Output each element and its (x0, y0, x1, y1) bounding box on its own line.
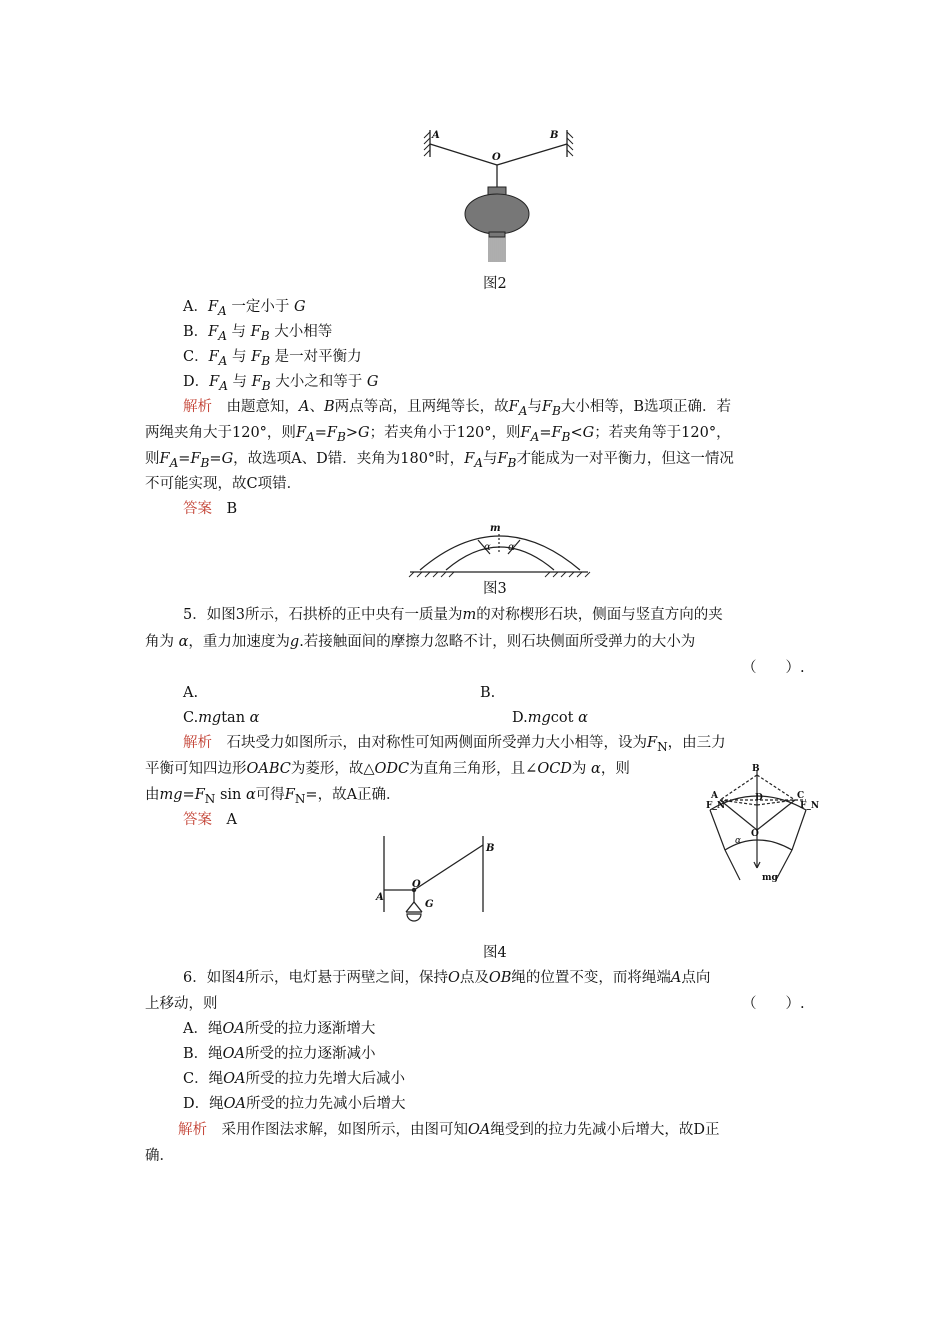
q6-answer-blank: （ ）. (742, 996, 805, 1012)
q4-analysis-line4: 不可能实现，故C项错． (145, 476, 302, 492)
force-label-mg: mg (762, 873, 778, 883)
q6-option-d: D．绳OA所受的拉力先减小后增大 (183, 1096, 406, 1112)
fig2-label-A: A (432, 130, 440, 141)
q6-option-b: B．绳OA所受的拉力逐渐减小 (183, 1046, 376, 1062)
q4-analysis-line3: 则$F_A=F_B=G$，故选项A、D错．夹角为180°时，$F_A$与$F_B$才能成为一对平衡力，但这一情况 (145, 451, 734, 470)
q5-option-d: D.mgcot α (512, 710, 588, 726)
q4-option-a: A．$F_A$ 一定小于 G (183, 299, 306, 318)
q6-option-c: C．绳OA所受的拉力先增大后减小 (183, 1071, 405, 1087)
q4-analysis-line1: 解析 由题意知，A、B两点等高，且两绳等长，故$F_A$与$F_B$大小相等，B选项正确．若 (183, 399, 732, 418)
q5-analysis-line3: 由$mg=F_N$ sin α可得$F_N=$，故A正确． (145, 787, 401, 806)
force-label-alpha: α (735, 836, 742, 846)
fig2-label-O: O (492, 152, 501, 163)
q5-answer-blank: （ ）. (742, 660, 805, 676)
force-label-C: C (797, 791, 805, 801)
q6-analysis-line2: 确． (145, 1148, 174, 1164)
q4-option-d: D．$F_A$ 与 $F_B$ 大小之和等于 G (183, 374, 379, 393)
force-label-FN-left: F_N (706, 801, 726, 811)
q6-stem-line2: 上移动，则 (145, 996, 218, 1012)
fig3-label-alpha-left: α (484, 542, 491, 553)
q5-option-a: A. (183, 685, 199, 701)
fig3-caption: 图3 (483, 581, 507, 597)
fig4-caption: 图4 (483, 945, 507, 961)
q5-option-b: B. (480, 685, 496, 701)
q4-analysis-line2: 两绳夹角大于120°，则$F_A=F_B>G$；若夹角小于120°，则$F_A=F_B<G$；若夹角等于120°， (145, 425, 731, 444)
force-label-O: O (751, 829, 759, 839)
q4-answer: 答案 B (183, 501, 238, 517)
q6-analysis-line1: 解析 采用作图法求解，如图所示，由图可知OA绳受到的拉力先减小后增大，故D正 (178, 1122, 720, 1138)
fig2-label-B: B (550, 130, 559, 141)
q4-option-b: B．$F_A$ 与 $F_B$ 大小相等 (183, 324, 333, 343)
q5-answer: 答案 A (183, 812, 237, 828)
force-label-D: D (755, 793, 763, 803)
q5-option-c: C.mgtan α (183, 710, 260, 726)
q5-analysis-line1: 解析 石块受力如图所示，由对称性可知两侧面所受弹力大小相等，设为$F_N$，由三力 (183, 735, 726, 754)
q6-stem-line1: 6．如图4所示，电灯悬于两壁之间，保持O点及OB绳的位置不变，而将绳端A点向 (183, 970, 711, 986)
fig3-label-alpha-right: α (508, 542, 515, 553)
fig4-label-G: G (425, 899, 434, 910)
q4-option-c: C．$F_A$ 与 $F_B$ 是一对平衡力 (183, 349, 362, 368)
fig4-label-O: O (412, 879, 421, 890)
force-label-FN-right: F_N (800, 801, 820, 811)
fig3-label-m: m (490, 523, 501, 534)
fig4-label-A: A (376, 892, 384, 903)
force-label-A: A (711, 791, 718, 801)
q5-analysis-line2: 平衡可知四边形OABC为菱形，故△ODC为直角三角形，且∠OCD为 α，则 (145, 761, 630, 777)
q6-option-a: A．绳OA所受的拉力逐渐增大 (183, 1021, 376, 1037)
force-label-B: B (752, 764, 760, 774)
q5-stem-line2: 角为 α，重力加速度为g.若接触面间的摩擦力忽略不计，则石块侧面所受弹力的大小为 (145, 634, 696, 650)
fig4-label-B: B (486, 843, 495, 854)
q5-stem-line1: 5．如图3所示，石拱桥的正中央有一质量为m的对称楔形石块，侧面与竖直方向的夹 (183, 607, 723, 623)
fig2-caption: 图2 (483, 276, 507, 292)
